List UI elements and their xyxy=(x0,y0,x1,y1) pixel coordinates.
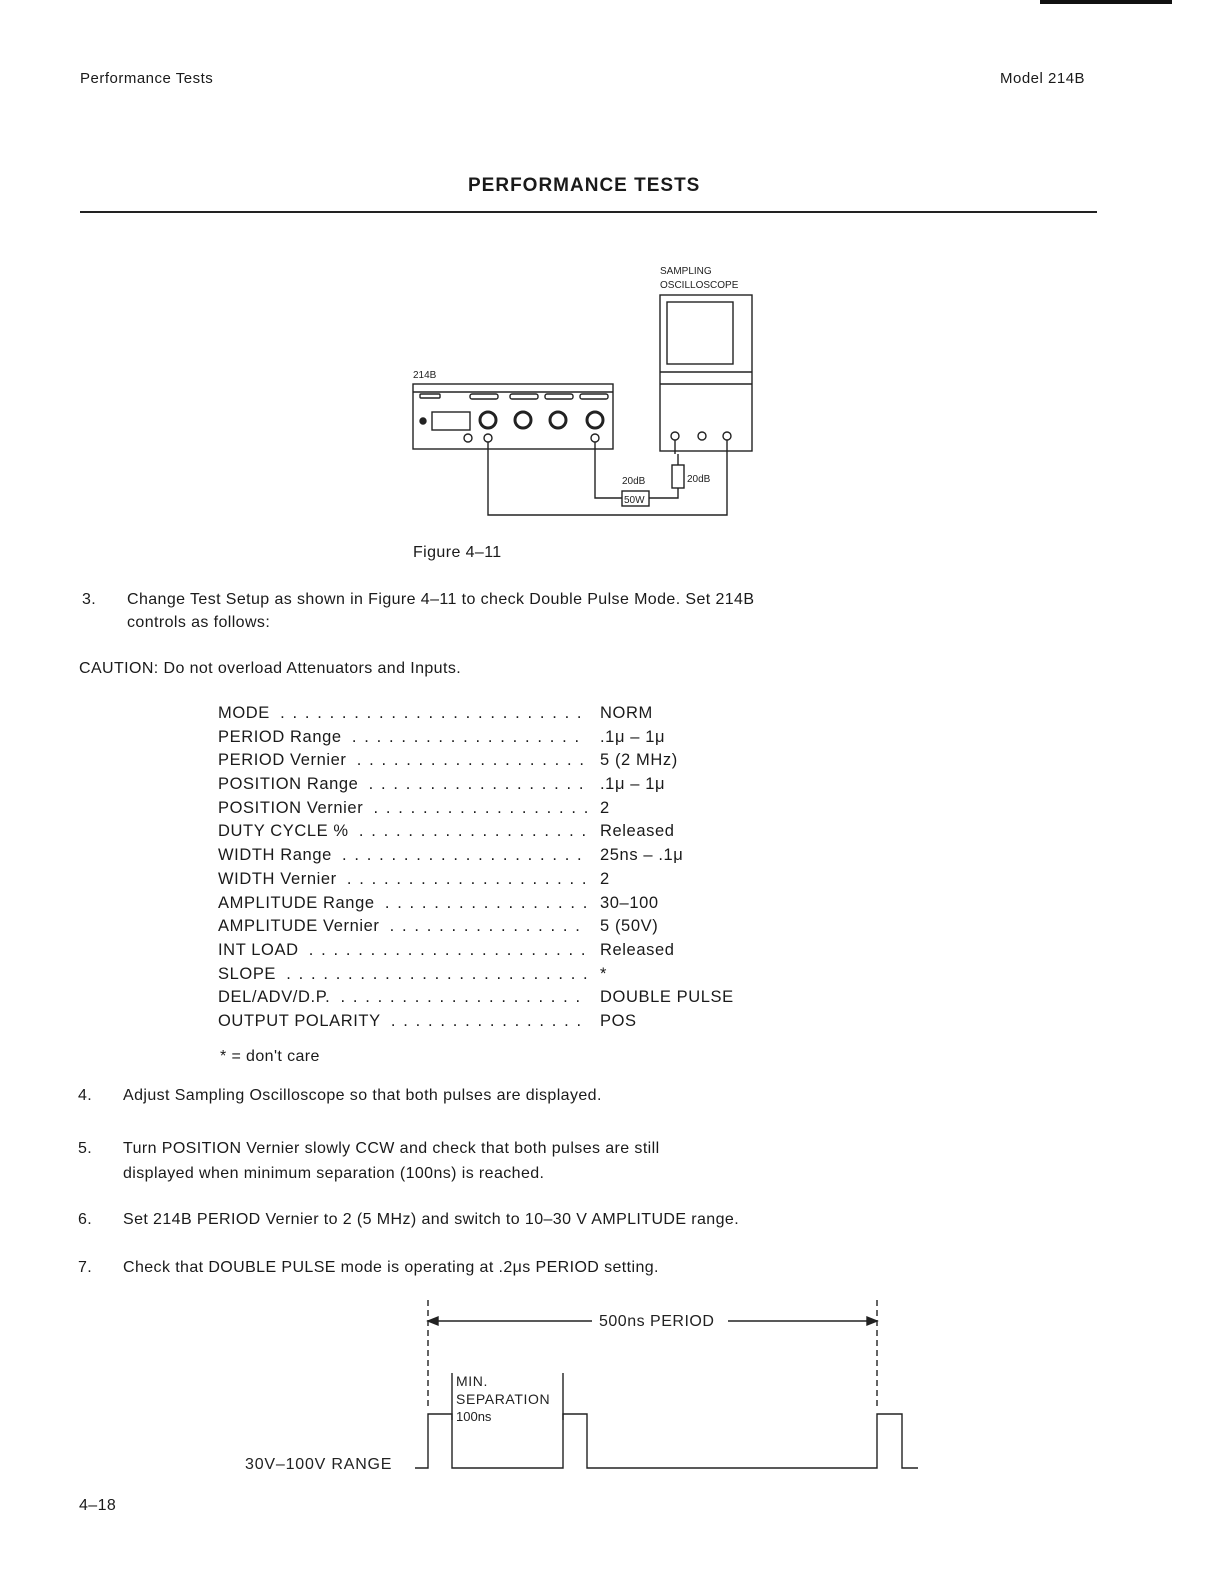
double-pulse-waveform xyxy=(240,1295,940,1485)
setting-row xyxy=(218,751,778,775)
attenuator-box xyxy=(672,465,684,488)
setting-value: 25ns – .1μ xyxy=(600,846,684,865)
scope-label-line2: OSCILLOSCOPE xyxy=(660,280,739,291)
setting-row xyxy=(218,965,778,989)
setting-row xyxy=(218,1012,778,1036)
setting-label: POSITION Vernier xyxy=(218,799,367,817)
oscilloscope-body xyxy=(660,295,752,451)
page-number: 4–18 xyxy=(79,1497,117,1514)
setting-label: DEL/ADV/D.P. xyxy=(218,988,334,1006)
setting-label: DUTY CYCLE % xyxy=(218,822,353,840)
step-text-line1: Adjust Sampling Oscilloscope so that both pulses are displayed. xyxy=(123,1087,602,1104)
setting-value: Released xyxy=(600,822,675,841)
setting-row xyxy=(218,846,778,870)
setting-label: PERIOD Range xyxy=(218,728,346,746)
setting-label: WIDTH Vernier xyxy=(218,870,341,888)
attenuator-left-label: 20dB xyxy=(622,476,646,487)
setting-row xyxy=(218,822,778,846)
running-header-right: Model 214B xyxy=(1000,70,1086,87)
setting-label: PERIOD Vernier xyxy=(218,751,351,769)
setting-label: MODE xyxy=(218,704,274,722)
setting-row xyxy=(218,775,778,799)
step-text-line1: Set 214B PERIOD Vernier to 2 (5 MHz) and switch to 10–30 V AMPLITUDE range. xyxy=(123,1211,740,1228)
attenuator-right-label: 20dB xyxy=(687,474,711,485)
setting-value: 30–100 xyxy=(600,893,659,912)
load-label: 50W xyxy=(624,495,645,506)
setting-label: SLOPE xyxy=(218,965,280,983)
step-3 xyxy=(82,588,982,638)
step-text-line2: controls as follows: xyxy=(127,614,271,631)
setting-value: .1μ – 1μ xyxy=(600,727,666,746)
period-label: 500ns PERIOD xyxy=(599,1313,715,1330)
scope-label-line1: SAMPLING xyxy=(660,266,712,277)
scan-edge-mark xyxy=(1040,0,1172,4)
control-settings-list xyxy=(218,704,778,1036)
test-setup-diagram xyxy=(400,260,770,530)
figure-caption: Figure 4–11 xyxy=(413,544,502,561)
setting-label: AMPLITUDE Range xyxy=(218,894,379,912)
step-5 xyxy=(78,1137,978,1189)
setting-value: 5 (2 MHz) xyxy=(600,751,678,770)
setting-value: Released xyxy=(600,940,675,959)
caution-note: CAUTION: Do not overload Attenuators and Inputs. xyxy=(79,660,462,677)
setting-value: POS xyxy=(600,1011,637,1030)
setting-label: OUTPUT POLARITY xyxy=(218,1012,385,1030)
setting-value: 5 (50V) xyxy=(600,917,659,936)
separation-label-line3: 100ns xyxy=(456,1409,492,1424)
setting-row xyxy=(218,988,778,1012)
step-4 xyxy=(78,1084,978,1110)
section-title: PERFORMANCE TESTS xyxy=(468,175,701,196)
setting-row xyxy=(218,870,778,894)
setting-value: 2 xyxy=(600,869,610,888)
setting-value: * xyxy=(600,964,608,983)
oscilloscope-screen xyxy=(667,302,733,364)
step-7 xyxy=(78,1256,978,1282)
setting-label: INT LOAD xyxy=(218,941,303,959)
instrument-label: 214B xyxy=(413,370,437,381)
separation-label-line1: MIN. xyxy=(456,1373,488,1389)
step-text-line1: Turn POSITION Vernier slowly CCW and check that both pulses are still xyxy=(123,1140,660,1157)
setting-row xyxy=(218,894,778,918)
step-number: 5. xyxy=(78,1140,93,1157)
instrument-display xyxy=(432,412,470,430)
setting-label: AMPLITUDE Vernier xyxy=(218,917,384,935)
setting-value: .1μ – 1μ xyxy=(600,775,666,794)
setting-value: NORM xyxy=(600,704,653,722)
running-header-left: Performance Tests xyxy=(80,70,214,87)
step-text-line1: Check that DOUBLE PULSE mode is operating at .2μs PERIOD setting. xyxy=(123,1259,659,1276)
range-label: 30V–100V RANGE xyxy=(245,1456,393,1473)
setting-row xyxy=(218,917,778,941)
step-number: 4. xyxy=(78,1087,93,1104)
setting-row xyxy=(218,941,778,965)
step-text-line1: Change Test Setup as shown in Figure 4–11 to check Double Pulse Mode. Set 214B xyxy=(127,591,755,608)
step-number: 7. xyxy=(78,1259,93,1276)
setting-label: POSITION Range xyxy=(218,775,362,793)
setting-label: WIDTH Range xyxy=(218,846,336,864)
title-rule xyxy=(80,211,1097,213)
setting-value: DOUBLE PULSE xyxy=(600,988,734,1007)
footnote: * = don't care xyxy=(220,1048,320,1065)
setting-row xyxy=(218,704,778,728)
setting-row xyxy=(218,799,778,823)
step-text-line2: displayed when minimum separation (100ns) is reached. xyxy=(123,1165,545,1182)
step-number: 6. xyxy=(78,1211,93,1228)
separation-label-line2: SEPARATION xyxy=(456,1391,551,1407)
step-number: 3. xyxy=(82,591,97,608)
step-6 xyxy=(78,1208,978,1234)
setting-row xyxy=(218,728,778,752)
setting-value: 2 xyxy=(600,798,610,817)
